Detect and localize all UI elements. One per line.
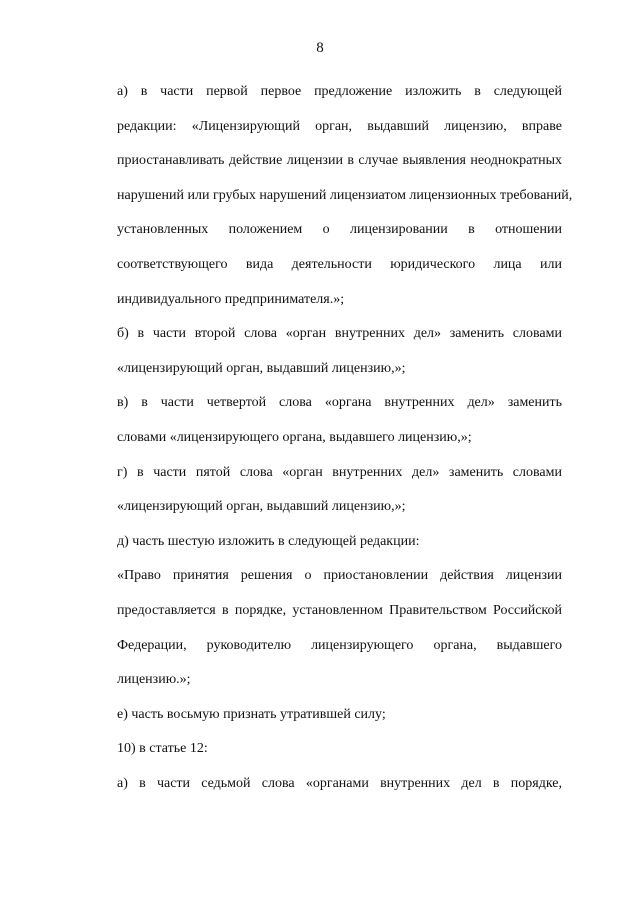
text-line: в) в части четвертой слова «органа внутренних дел» заменить xyxy=(117,395,562,411)
paragraph-e-part-eight xyxy=(79,698,562,733)
paragraph-g-part-five xyxy=(79,456,562,525)
text-line: а) в части первой первое предложение изложить в следующей xyxy=(117,84,562,99)
paragraph-a-part-seven xyxy=(79,767,562,802)
paragraph-quoted-right xyxy=(79,559,562,697)
document-body xyxy=(79,75,573,801)
paragraph-b-part-two xyxy=(79,317,562,386)
text-line: б) в части второй слова «орган внутренних дел» заменить словами xyxy=(117,326,562,342)
text-line: соответствующего вида деятельности юридического лица или xyxy=(117,256,562,272)
text-line: индивидуального предпринимателя.»; xyxy=(117,291,345,307)
paragraph-d-part-six xyxy=(79,525,562,560)
text-line: приостанавливать действие лицензии в случае выявления неоднократных xyxy=(117,153,562,169)
text-line: словами «лицензирующего органа, выдавшего лицензию,»; xyxy=(117,429,472,445)
text-line: г) в части пятой слова «орган внутренних дел» заменить словами xyxy=(117,464,562,480)
text-line: лицензию.»; xyxy=(117,672,191,688)
text-line: 10) в статье 12: xyxy=(117,741,208,757)
page-number: 8 xyxy=(316,40,324,56)
text-line: «Право принятия решения о приостановлении действия лицензии xyxy=(117,568,562,584)
paragraph-v-part-four xyxy=(79,386,562,455)
text-line: д) часть шестую изложить в следующей редакции: xyxy=(117,533,420,549)
paragraph-a-part-one xyxy=(79,75,573,317)
text-line: е) часть восьмую признать утратившей силу; xyxy=(117,706,386,722)
paragraph-item-10 xyxy=(79,732,562,767)
text-line: «лицензирующий орган, выдавший лицензию,»; xyxy=(117,499,406,515)
text-line: редакции: «Лицензирующий орган, выдавший лицензию, вправе xyxy=(117,118,562,134)
text-line: «лицензирующий орган, выдавший лицензию,»; xyxy=(117,360,406,376)
text-line: а) в части седьмой слова «органами внутренних дел в порядке, xyxy=(117,775,562,791)
text-line: установленных положением о лицензировании в отношении xyxy=(117,222,562,238)
text-line: нарушений или грубых нарушений лицензиатом лицензионных требований, xyxy=(117,187,573,203)
text-line: Федерации, руководителю лицензирующего органа, выдавшего xyxy=(117,637,562,653)
text-line: предоставляется в порядке, установленном Правительством Российской xyxy=(117,602,562,618)
